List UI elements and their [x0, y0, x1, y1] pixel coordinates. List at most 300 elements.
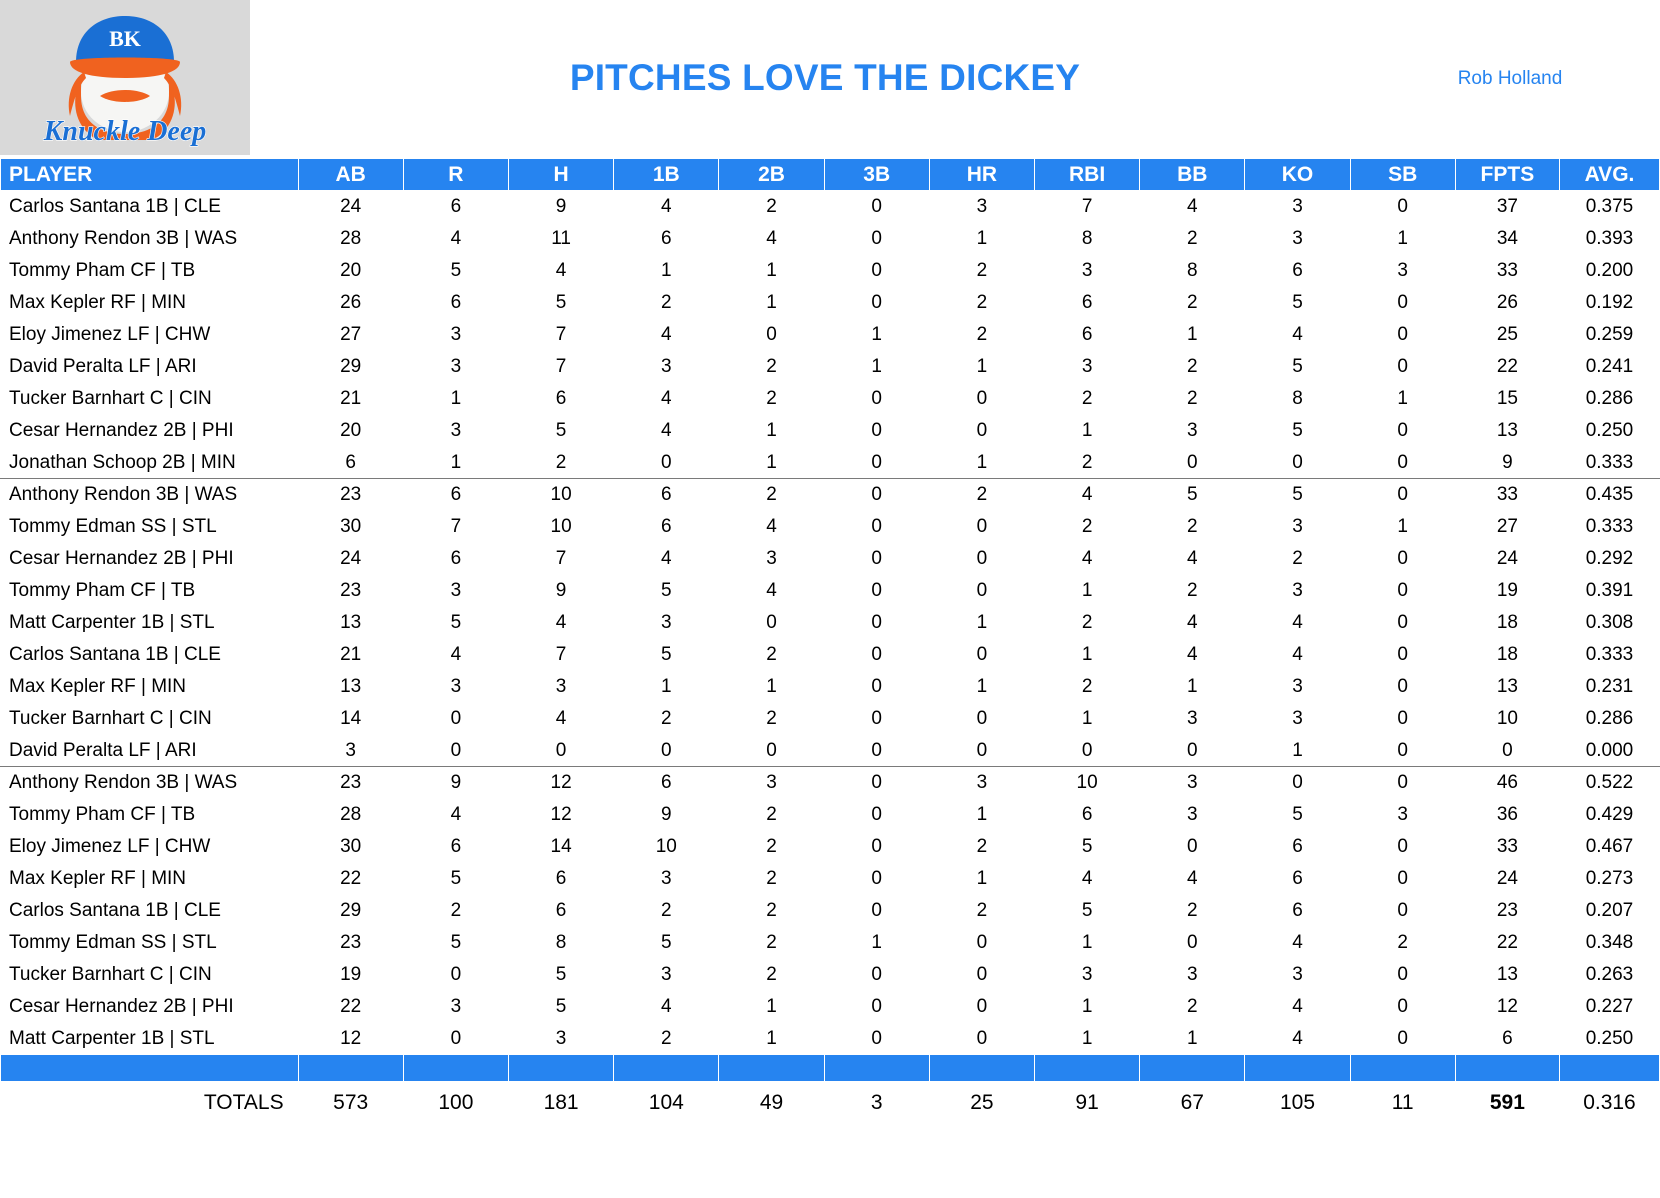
cell-r: 3: [403, 351, 508, 383]
cell-hr: 0: [929, 991, 1034, 1023]
cell-ko: 3: [1245, 959, 1350, 991]
totals-2b: 49: [719, 1082, 824, 1125]
cell-rbi: 1: [1035, 991, 1140, 1023]
cell-sb: 0: [1350, 639, 1455, 671]
cell-player-name[interactable]: Tucker Barnhart C | CIN: [1, 959, 299, 991]
column-header-avg[interactable]: AVG.: [1559, 159, 1659, 191]
cell-ko: 0: [1245, 767, 1350, 799]
cell-avg: 0.308: [1559, 607, 1659, 639]
cell-sb: 0: [1350, 959, 1455, 991]
cell-rbi: 4: [1035, 863, 1140, 895]
cell-hr: 0: [929, 927, 1034, 959]
table-row[interactable]: [1, 703, 1660, 735]
cell-ab: 12: [298, 1023, 403, 1055]
cell-sb: 0: [1350, 543, 1455, 575]
cell-player-name[interactable]: Cesar Hernandez 2B | PHI: [1, 415, 299, 447]
cell-rbi: 0: [1035, 735, 1140, 767]
cell-ab: 24: [298, 191, 403, 223]
column-header-1b[interactable]: 1B: [614, 159, 719, 191]
cell-player-name[interactable]: David Peralta LF | ARI: [1, 351, 299, 383]
cell-2b: 2: [719, 639, 824, 671]
cell-hr: 2: [929, 831, 1034, 863]
cell-bb: 3: [1140, 767, 1245, 799]
cell-fpts: 33: [1455, 255, 1559, 287]
cell-sb: 0: [1350, 319, 1455, 351]
column-header-h[interactable]: H: [508, 159, 613, 191]
cell-player-name[interactable]: Max Kepler RF | MIN: [1, 671, 299, 703]
cell-rbi: 7: [1035, 191, 1140, 223]
cell-ko: 5: [1245, 415, 1350, 447]
cell-fpts: 13: [1455, 671, 1559, 703]
cell-player-name[interactable]: Carlos Santana 1B | CLE: [1, 639, 299, 671]
cell-hr: 0: [929, 415, 1034, 447]
cell-ko: 5: [1245, 351, 1350, 383]
cell-hr: 0: [929, 383, 1034, 415]
cell-bb: 8: [1140, 255, 1245, 287]
cell-3b: 0: [824, 959, 929, 991]
cell-ab: 23: [298, 575, 403, 607]
cell-player-name[interactable]: Tucker Barnhart C | CIN: [1, 383, 299, 415]
cell-rbi: 1: [1035, 639, 1140, 671]
cell-fpts: 22: [1455, 927, 1559, 959]
cell-fpts: 24: [1455, 863, 1559, 895]
cell-sb: 2: [1350, 927, 1455, 959]
cell-2b: 2: [719, 479, 824, 511]
table-row[interactable]: [1, 511, 1660, 543]
cell-hr: 0: [929, 543, 1034, 575]
cell-sb: 0: [1350, 607, 1455, 639]
cell-avg: 0.292: [1559, 543, 1659, 575]
cell-avg: 0.200: [1559, 255, 1659, 287]
knuckle-deep-logo-icon: [0, 0, 250, 155]
column-header-ab[interactable]: AB: [298, 159, 403, 191]
cell-1b: 2: [614, 703, 719, 735]
cell-rbi: 10: [1035, 767, 1140, 799]
cell-r: 2: [403, 895, 508, 927]
cell-h: 9: [508, 191, 613, 223]
cell-rbi: 1: [1035, 575, 1140, 607]
cell-ab: 26: [298, 287, 403, 319]
table-row[interactable]: [1, 671, 1660, 703]
cell-player-name[interactable]: Eloy Jimenez LF | CHW: [1, 319, 299, 351]
cell-avg: 0.391: [1559, 575, 1659, 607]
separator-cell: [1245, 1055, 1350, 1082]
cell-bb: 0: [1140, 927, 1245, 959]
cell-3b: 0: [824, 543, 929, 575]
cell-sb: 1: [1350, 223, 1455, 255]
table-row[interactable]: [1, 191, 1660, 223]
cell-hr: 0: [929, 511, 1034, 543]
cell-1b: 0: [614, 735, 719, 767]
cell-fpts: 46: [1455, 767, 1559, 799]
column-header-ko[interactable]: KO: [1245, 159, 1350, 191]
cell-r: 3: [403, 991, 508, 1023]
cell-bb: 1: [1140, 671, 1245, 703]
cell-2b: 2: [719, 191, 824, 223]
cell-3b: 0: [824, 191, 929, 223]
cell-hr: 0: [929, 1023, 1034, 1055]
cell-1b: 1: [614, 671, 719, 703]
cell-bb: 4: [1140, 191, 1245, 223]
cell-fpts: 18: [1455, 607, 1559, 639]
cell-2b: 4: [719, 575, 824, 607]
cell-ab: 30: [298, 831, 403, 863]
cell-h: 12: [508, 767, 613, 799]
separator-cell: [719, 1055, 824, 1082]
cell-hr: 1: [929, 863, 1034, 895]
cell-hr: 1: [929, 351, 1034, 383]
cell-bb: 4: [1140, 863, 1245, 895]
cell-bb: 4: [1140, 607, 1245, 639]
cell-h: 10: [508, 511, 613, 543]
cell-hr: 2: [929, 479, 1034, 511]
cell-3b: 0: [824, 895, 929, 927]
cell-sb: 0: [1350, 447, 1455, 479]
cell-hr: 0: [929, 735, 1034, 767]
cell-2b: 2: [719, 831, 824, 863]
cell-sb: 0: [1350, 671, 1455, 703]
table-row[interactable]: [1, 735, 1660, 767]
cell-bb: 2: [1140, 575, 1245, 607]
cell-rbi: 8: [1035, 223, 1140, 255]
cell-2b: 0: [719, 607, 824, 639]
cell-fpts: 23: [1455, 895, 1559, 927]
cell-avg: 0.393: [1559, 223, 1659, 255]
cell-h: 6: [508, 863, 613, 895]
cell-sb: 1: [1350, 383, 1455, 415]
cell-1b: 4: [614, 191, 719, 223]
cell-avg: 0.241: [1559, 351, 1659, 383]
separator-cell: [1, 1055, 299, 1082]
cell-r: 6: [403, 479, 508, 511]
cell-player-name[interactable]: Carlos Santana 1B | CLE: [1, 895, 299, 927]
cell-ko: 3: [1245, 703, 1350, 735]
cell-rbi: 1: [1035, 927, 1140, 959]
cell-1b: 10: [614, 831, 719, 863]
cell-fpts: 13: [1455, 959, 1559, 991]
cell-avg: 0.192: [1559, 287, 1659, 319]
cell-1b: 2: [614, 1023, 719, 1055]
table-row[interactable]: [1, 543, 1660, 575]
cell-2b: 1: [719, 1023, 824, 1055]
cell-bb: 3: [1140, 959, 1245, 991]
cell-2b: 4: [719, 223, 824, 255]
table-row[interactable]: [1, 831, 1660, 863]
cell-1b: 5: [614, 927, 719, 959]
cell-player-name[interactable]: Max Kepler RF | MIN: [1, 287, 299, 319]
cell-r: 5: [403, 927, 508, 959]
table-row[interactable]: [1, 383, 1660, 415]
table-row[interactable]: [1, 319, 1660, 351]
cell-2b: 3: [719, 543, 824, 575]
cell-ko: 1: [1245, 735, 1350, 767]
cell-ko: 8: [1245, 383, 1350, 415]
cell-rbi: 3: [1035, 351, 1140, 383]
cell-avg: 0.333: [1559, 511, 1659, 543]
column-header-fpts[interactable]: FPTS: [1455, 159, 1559, 191]
cell-ko: 6: [1245, 255, 1350, 287]
cell-ko: 4: [1245, 319, 1350, 351]
cell-fpts: 6: [1455, 1023, 1559, 1055]
cell-ko: 3: [1245, 223, 1350, 255]
cell-fpts: 37: [1455, 191, 1559, 223]
totals-rbi: 91: [1035, 1082, 1140, 1125]
separator-cell: [824, 1055, 929, 1082]
cell-1b: 9: [614, 799, 719, 831]
table-row[interactable]: [1, 639, 1660, 671]
table-row[interactable]: [1, 255, 1660, 287]
table-row[interactable]: [1, 575, 1660, 607]
cell-sb: 0: [1350, 735, 1455, 767]
cell-h: 12: [508, 799, 613, 831]
cell-hr: 3: [929, 191, 1034, 223]
totals-h: 181: [508, 1082, 613, 1125]
column-header-rbi[interactable]: RBI: [1035, 159, 1140, 191]
separator-cell: [1559, 1055, 1659, 1082]
table-row[interactable]: [1, 447, 1660, 479]
cell-3b: 0: [824, 735, 929, 767]
cell-player-name[interactable]: David Peralta LF | ARI: [1, 735, 299, 767]
cell-r: 3: [403, 575, 508, 607]
cell-1b: 4: [614, 543, 719, 575]
table-row[interactable]: [1, 287, 1660, 319]
cell-3b: 0: [824, 479, 929, 511]
cell-fpts: 15: [1455, 383, 1559, 415]
cell-1b: 3: [614, 607, 719, 639]
cell-bb: 2: [1140, 351, 1245, 383]
table-row[interactable]: [1, 863, 1660, 895]
cell-player-name[interactable]: Tommy Pham CF | TB: [1, 255, 299, 287]
cell-fpts: 22: [1455, 351, 1559, 383]
cell-ko: 6: [1245, 863, 1350, 895]
column-header-bb[interactable]: BB: [1140, 159, 1245, 191]
column-header-r[interactable]: R: [403, 159, 508, 191]
cell-player-name[interactable]: Tommy Pham CF | TB: [1, 575, 299, 607]
cell-h: 4: [508, 607, 613, 639]
cell-h: 7: [508, 639, 613, 671]
table-row[interactable]: [1, 895, 1660, 927]
cell-ko: 3: [1245, 191, 1350, 223]
cell-3b: 0: [824, 831, 929, 863]
cell-2b: 1: [719, 287, 824, 319]
cell-player-name[interactable]: Eloy Jimenez LF | CHW: [1, 831, 299, 863]
cell-r: 3: [403, 415, 508, 447]
cell-ab: 28: [298, 799, 403, 831]
cell-2b: 2: [719, 959, 824, 991]
cell-fpts: 34: [1455, 223, 1559, 255]
table-row[interactable]: [1, 223, 1660, 255]
cell-player-name[interactable]: Tucker Barnhart C | CIN: [1, 703, 299, 735]
cell-r: 5: [403, 863, 508, 895]
page-header: [0, 0, 1660, 158]
cell-ab: 22: [298, 863, 403, 895]
cell-1b: 5: [614, 575, 719, 607]
separator-cell: [508, 1055, 613, 1082]
cell-r: 6: [403, 831, 508, 863]
cell-hr: 0: [929, 639, 1034, 671]
cell-ab: 13: [298, 607, 403, 639]
cell-fpts: 0: [1455, 735, 1559, 767]
cell-sb: 0: [1350, 895, 1455, 927]
column-header-3b[interactable]: 3B: [824, 159, 929, 191]
cell-sb: 0: [1350, 191, 1455, 223]
separator-cell: [403, 1055, 508, 1082]
title-container: [250, 0, 1360, 155]
column-header-2b[interactable]: 2B: [719, 159, 824, 191]
totals-hr: 25: [929, 1082, 1034, 1125]
cell-bb: 5: [1140, 479, 1245, 511]
cell-avg: 0.286: [1559, 703, 1659, 735]
cell-hr: 2: [929, 895, 1034, 927]
cell-hr: 2: [929, 255, 1034, 287]
cell-2b: 3: [719, 767, 824, 799]
cell-r: 4: [403, 223, 508, 255]
cell-player-name[interactable]: Tommy Pham CF | TB: [1, 799, 299, 831]
cell-avg: 0.250: [1559, 415, 1659, 447]
cell-hr: 0: [929, 575, 1034, 607]
cell-bb: 1: [1140, 1023, 1245, 1055]
cell-3b: 0: [824, 799, 929, 831]
cell-r: 3: [403, 319, 508, 351]
cell-sb: 0: [1350, 1023, 1455, 1055]
column-header-hr[interactable]: HR: [929, 159, 1034, 191]
cell-h: 6: [508, 895, 613, 927]
cell-sb: 0: [1350, 991, 1455, 1023]
cell-fpts: 13: [1455, 415, 1559, 447]
cell-sb: 0: [1350, 415, 1455, 447]
cell-ab: 19: [298, 959, 403, 991]
cell-player-name[interactable]: Anthony Rendon 3B | WAS: [1, 479, 299, 511]
cell-1b: 6: [614, 511, 719, 543]
cell-avg: 0.207: [1559, 895, 1659, 927]
table-row[interactable]: [1, 479, 1660, 511]
table-header: [1, 159, 1660, 191]
totals-row: [1, 1082, 1660, 1125]
totals-ab: 573: [298, 1082, 403, 1125]
cell-rbi: 1: [1035, 415, 1140, 447]
cell-bb: 0: [1140, 735, 1245, 767]
cell-ko: 0: [1245, 447, 1350, 479]
cell-h: 5: [508, 959, 613, 991]
cell-fpts: 36: [1455, 799, 1559, 831]
cell-player-name[interactable]: Tommy Edman SS | STL: [1, 511, 299, 543]
cell-avg: 0.227: [1559, 991, 1659, 1023]
cell-ko: 4: [1245, 927, 1350, 959]
table-row[interactable]: [1, 607, 1660, 639]
totals-1b: 104: [614, 1082, 719, 1125]
cell-avg: 0.375: [1559, 191, 1659, 223]
table-row[interactable]: [1, 351, 1660, 383]
cell-player-name[interactable]: Anthony Rendon 3B | WAS: [1, 767, 299, 799]
table-row[interactable]: [1, 799, 1660, 831]
table-row[interactable]: [1, 991, 1660, 1023]
cell-3b: 0: [824, 863, 929, 895]
cell-h: 3: [508, 1023, 613, 1055]
cell-ko: 3: [1245, 511, 1350, 543]
cell-2b: 2: [719, 863, 824, 895]
cell-player-name[interactable]: Matt Carpenter 1B | STL: [1, 1023, 299, 1055]
table-body: [1, 191, 1660, 1125]
cell-3b: 0: [824, 767, 929, 799]
cell-2b: 2: [719, 895, 824, 927]
cell-h: 7: [508, 543, 613, 575]
cell-r: 1: [403, 383, 508, 415]
cell-bb: 4: [1140, 543, 1245, 575]
cell-3b: 1: [824, 351, 929, 383]
cell-avg: 0.429: [1559, 799, 1659, 831]
cell-bb: 2: [1140, 383, 1245, 415]
cell-avg: 0.250: [1559, 1023, 1659, 1055]
cell-3b: 0: [824, 415, 929, 447]
cell-sb: 0: [1350, 703, 1455, 735]
cell-bb: 2: [1140, 223, 1245, 255]
table-row[interactable]: [1, 767, 1660, 799]
cell-2b: 2: [719, 927, 824, 959]
cell-3b: 0: [824, 575, 929, 607]
totals-sb: 11: [1350, 1082, 1455, 1125]
cell-rbi: 2: [1035, 447, 1140, 479]
cell-3b: 0: [824, 511, 929, 543]
cell-2b: 2: [719, 799, 824, 831]
cell-player-name[interactable]: Anthony Rendon 3B | WAS: [1, 223, 299, 255]
cell-avg: 0.522: [1559, 767, 1659, 799]
cell-h: 0: [508, 735, 613, 767]
cell-player-name[interactable]: Jonathan Schoop 2B | MIN: [1, 447, 299, 479]
cell-player-name[interactable]: Tommy Edman SS | STL: [1, 927, 299, 959]
cell-ab: 6: [298, 447, 403, 479]
cell-ab: 28: [298, 223, 403, 255]
cell-r: 0: [403, 1023, 508, 1055]
cell-bb: 2: [1140, 991, 1245, 1023]
table-row[interactable]: [1, 959, 1660, 991]
cell-2b: 1: [719, 991, 824, 1023]
separator-cell: [1140, 1055, 1245, 1082]
cell-rbi: 5: [1035, 895, 1140, 927]
cell-1b: 4: [614, 415, 719, 447]
team-logo: [0, 0, 250, 155]
cell-ko: 4: [1245, 991, 1350, 1023]
cell-player-name[interactable]: Max Kepler RF | MIN: [1, 863, 299, 895]
svg-text:Knuckle Deep: Knuckle Deep: [43, 116, 207, 147]
cell-bb: 2: [1140, 895, 1245, 927]
cell-3b: 0: [824, 671, 929, 703]
cell-player-name[interactable]: Cesar Hernandez 2B | PHI: [1, 991, 299, 1023]
cell-1b: 6: [614, 767, 719, 799]
cell-h: 11: [508, 223, 613, 255]
cell-h: 3: [508, 671, 613, 703]
cell-player-name[interactable]: Carlos Santana 1B | CLE: [1, 191, 299, 223]
table-row[interactable]: [1, 927, 1660, 959]
cell-avg: 0.273: [1559, 863, 1659, 895]
cell-fpts: 25: [1455, 319, 1559, 351]
cell-rbi: 4: [1035, 543, 1140, 575]
table-row[interactable]: [1, 415, 1660, 447]
cell-player-name[interactable]: Cesar Hernandez 2B | PHI: [1, 543, 299, 575]
cell-fpts: 26: [1455, 287, 1559, 319]
cell-sb: 1: [1350, 511, 1455, 543]
cell-h: 7: [508, 351, 613, 383]
cell-1b: 4: [614, 319, 719, 351]
cell-hr: 1: [929, 671, 1034, 703]
column-header-sb[interactable]: SB: [1350, 159, 1455, 191]
cell-ab: 30: [298, 511, 403, 543]
cell-player-name[interactable]: Matt Carpenter 1B | STL: [1, 607, 299, 639]
cell-r: 7: [403, 511, 508, 543]
column-header-player[interactable]: PLAYER: [1, 159, 299, 191]
cell-3b: 0: [824, 287, 929, 319]
cell-h: 10: [508, 479, 613, 511]
table-row[interactable]: [1, 1023, 1660, 1055]
